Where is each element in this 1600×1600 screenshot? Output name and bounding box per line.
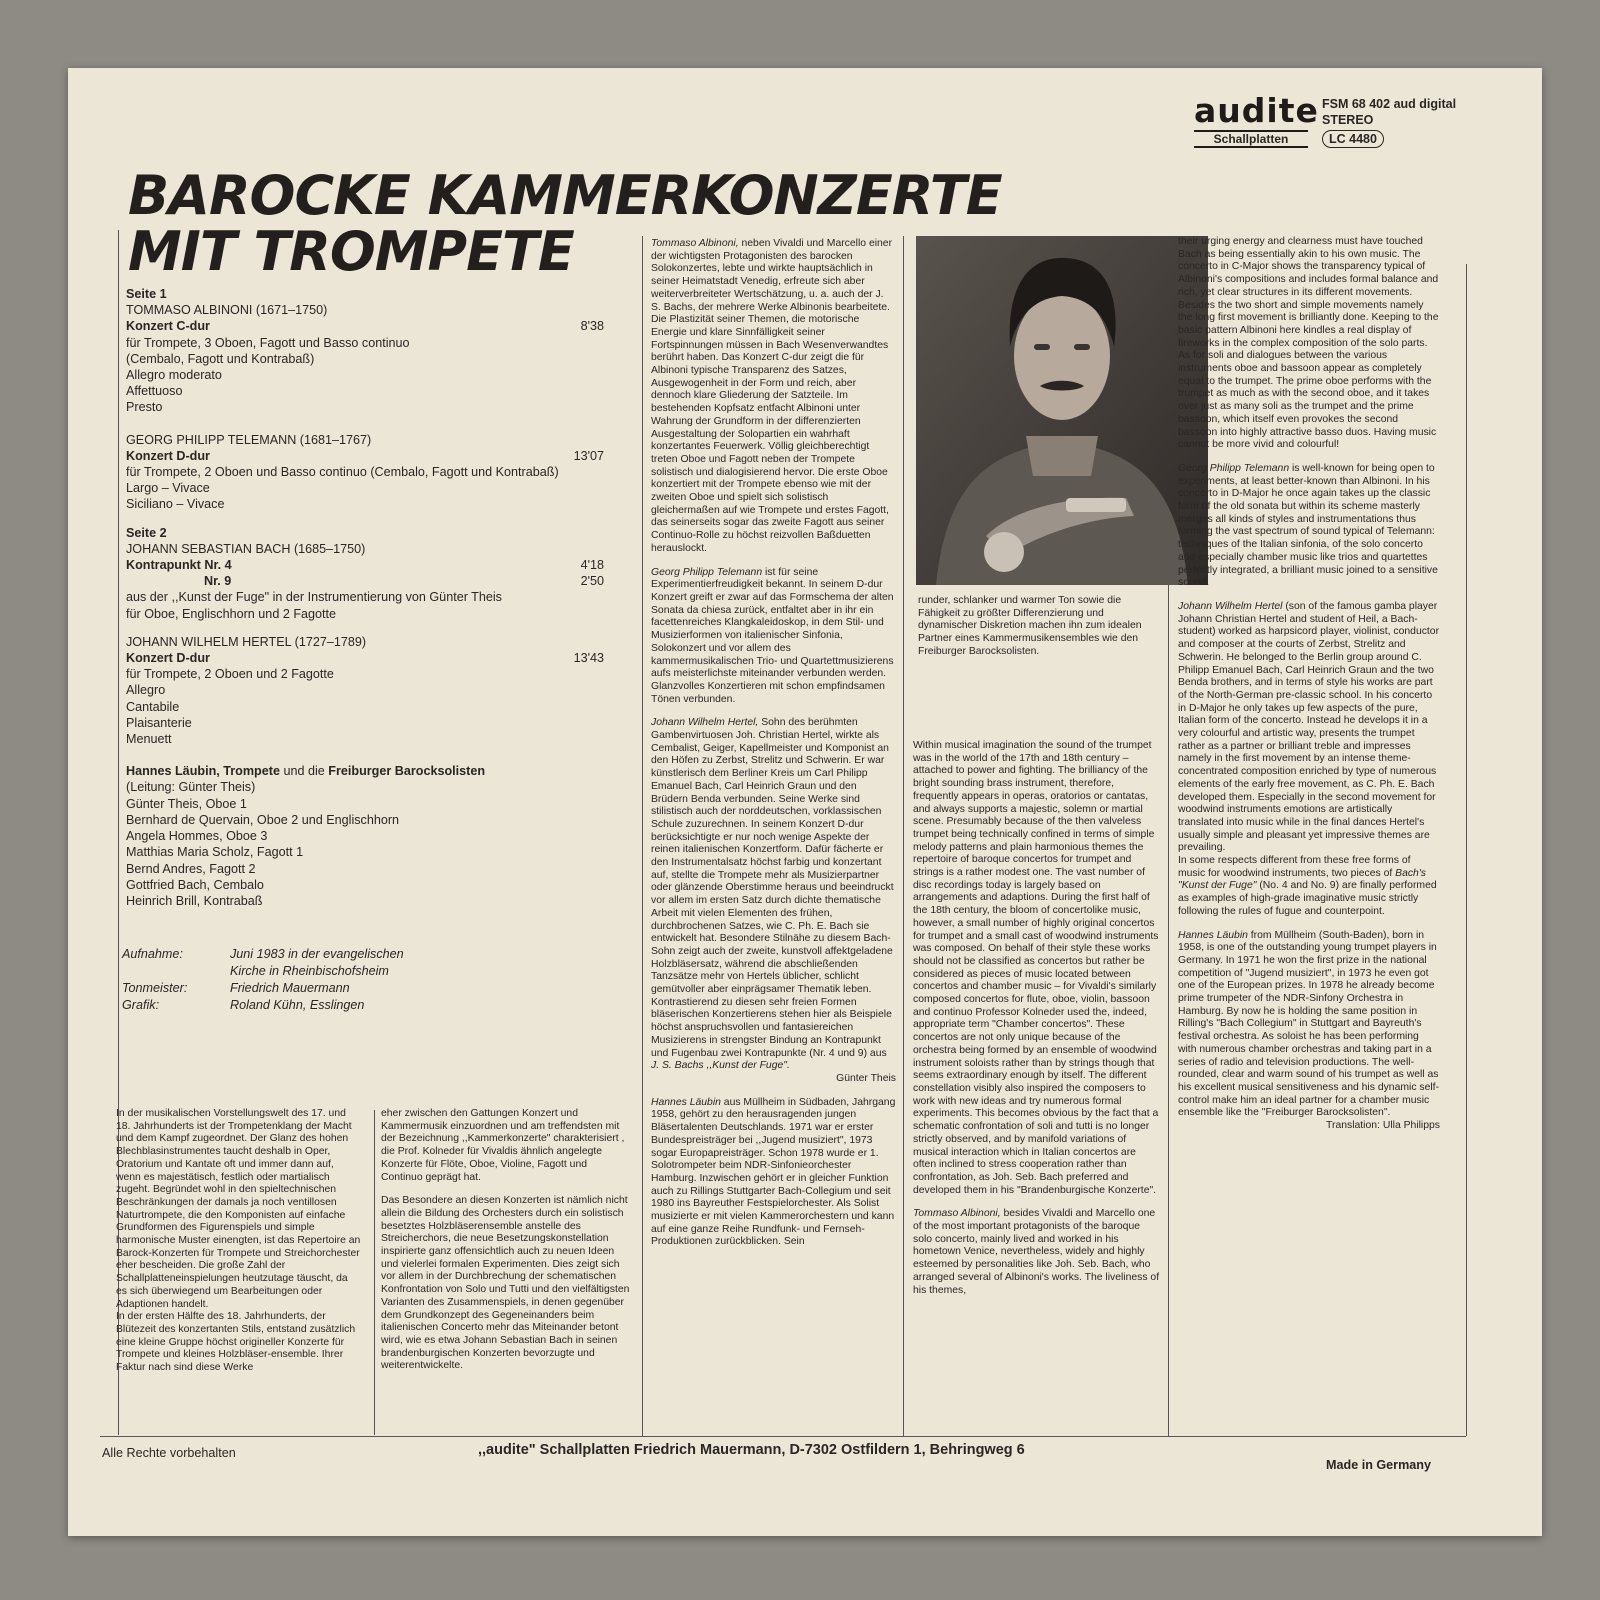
paragraph-albinoni-en: Tommaso Albinoni, besides Vivaldi and Marcello one of the most important protagonists of the baroque solo concerto, mainly lived and worked in his hometown Venice, nevertheless, widely and highly esteemed by personalities like Joh. Seb. Bach, who arranged several of Albinoni's works. The liveliness of his themes, bbox=[913, 1208, 1160, 1296]
credit-value: Kirche in Rheinbischofsheim bbox=[230, 964, 389, 978]
work-title: Konzert D-dur bbox=[126, 651, 210, 666]
rights-notice: Alle Rechte vorbehalten bbox=[102, 1446, 236, 1460]
scoring: für Trompete, 3 Oboen, Fagott und Basso continuo bbox=[126, 335, 410, 350]
name: Johann Wilhelm Hertel bbox=[1178, 600, 1283, 612]
soloist: Hannes Läubin, Trompete bbox=[126, 764, 280, 779]
composer-albinoni: TOMMASO ALBINONI (1671–1750) bbox=[126, 303, 328, 318]
liner-text-english-intro bbox=[913, 740, 1161, 1308]
movement: Menuett bbox=[126, 732, 172, 747]
liner-text-german-intro: In der musikalischen Vorstellungswelt des 17. und 18. Jahrhunderts ist der Trompetenklang der Macht und dem Kampf zugeordnet. Der Glanz des hohen Blechblasinstrumentes taucht deshalb in Oper, Oratorium und Kantate oft und immer dann auf, wenn es majestätisch, festlich oder martialisch zugeht. Begründet wohl in den spieltechnischen Beschränkungen der damals ja noch ventillosen Naturtrompete, die den Komponisten auf einfache Grundformen des Figurenspiels und simple harmonische Muster einengten, ist das Repertoire an Barock-Konzerten für Trompete und Streichorchester eher bescheiden. Die große Zahl der Schallplatteneinspielungen heutzutage täuscht, da es sich überwiegend um Bearbeitungen oder Adaptionen handelt. In der ersten Hälfte des 18. Jahrhunderts, der Blütezeit des konzertanten Stils, entstand zusätzlich eine kleine Gruppe höchst origineller Konzerte für Trompete und kleines Holzbläser-ensemble. Ihrer Faktur nach sind diese Werke bbox=[116, 1108, 361, 1374]
column-rule bbox=[1466, 264, 1467, 1436]
name: Hannes Läubin bbox=[651, 1096, 721, 1108]
name: Johann Wilhelm Hertel, bbox=[651, 717, 759, 729]
credit-value: Roland Kühn, Esslingen bbox=[230, 998, 365, 1012]
track-telemann bbox=[126, 448, 604, 464]
movement: Allegro bbox=[126, 683, 166, 698]
side-1-heading: Seite 1 bbox=[126, 287, 167, 301]
paragraph-bach-en: In some respects different from these free forms of music for woodwind instruments, two pieces of Bach's "Kunst der Fuge" (No. 4 and No. 9) are finally performed as examples of high-grade imaginative music strictly following the rules of fugue and counterpoint. bbox=[1178, 855, 1437, 917]
record-sleeve-back bbox=[68, 68, 1542, 1536]
performer-line: Heinrich Brill, Kontrabaß bbox=[126, 893, 263, 908]
side-2-heading: Seite 2 bbox=[126, 525, 167, 540]
movement: Presto bbox=[126, 400, 163, 415]
paragraph: Within musical imagination the sound of the trumpet was in the world of the 17th and 18th century – attached to power and fighting. The brilliancy of the bright sounding brass instrument, therefore, frequently appears in operas, oratorios or cantatas, and always supports a majestic, solemn or martial scene. Presumably because of the then valveless trumpet being technically confined in terms of simple melody patterns and plain harmonious themes the repertoire of baroque concertos for trumpet and strings is a rather modest one. The vast number of disc recordings today is largely based on arrangements and adaptions. During the first half of the 18th century, the bloom of concertolike music, however, a small number of highly original concertos for trumpet and a small cast of woodwind instruments was composed. On behalf of their style these works should not be classified as concertos but rather be considered as pieces of music located between concertos and chamber music – for Vivaldi's similarly composed concertos for flute, oboe, violin, bassoon and continuo Professor Kolneder used the, indeed, appropriate term "Chamber concertos". These concertos are not only unique because of the orchestra being formed by an ensemble of woodwind instrument soloists rather than by strings though that seems extraordinary enough by itself. The different constellation visibly also inspired the composers to work with new ideas and try numerous formal experiments. This becomes obvious by the fact that a schematic confrontation of soli and tutti is no longer strictly observed, and by manifold variations of musical interaction which in Italian concertos are often inclined to stress cooperation rather than confrontation, as Joh. Seb. Bach preferred and developed them in his "Brandenburgische Konzerte". bbox=[913, 740, 1159, 1196]
lc-label: LC bbox=[1329, 132, 1346, 146]
credit-value: Juni 1983 in der evangelischen bbox=[230, 947, 404, 961]
credit-label: Grafik: bbox=[122, 998, 160, 1012]
work-title: Konzert C-dur bbox=[126, 319, 210, 334]
photo-illustration bbox=[916, 236, 1208, 585]
track-duration: 13'43 bbox=[573, 651, 604, 666]
work-title: Konzert D-dur bbox=[126, 448, 210, 463]
paragraph: their urging energy and clearness must have touched Bach as being essentially akin to his own music. The concerto in C-Major shows the transparency typical of Albinoni's compositions and includes formal balance and rich, yet clear structures in its different movements. Besides the two short and simple movements namely the long first movement is brilliantly done. Keeping to the basic pattern Albinoni here kindles a real display of fireworks in the complex composition of the solo parts. As for soli and dialogues between the various instruments oboe and bassoon appear as completely equal to the trumpet. The prime oboe performs with the trumpet as much as with the second oboe, and it takes over just as many soli as the trumpet and the prime bassoon, which itself even provokes the second bassoon into highly attractive basso duos. Having music cannot be more vivid and colourful! bbox=[1178, 236, 1439, 451]
connector: und die bbox=[279, 764, 329, 779]
publisher-address: ,,audite" Schallplatten Friedrich Mauermann, D-7302 Ostfildern 1, Behringweg 6 bbox=[478, 1442, 1025, 1458]
translation-credit: Translation: Ulla Philipps bbox=[1326, 1120, 1440, 1132]
work-title: Nr. 9 bbox=[204, 574, 232, 589]
work-ref: J. S. Bachs ,,Kunst der Fuge". bbox=[651, 1060, 790, 1072]
paragraph-albinoni: Tommaso Albinoni, neben Vivaldi und Marcello einer der wichtigsten Protagonisten des barocken Solokonzertes, lebte und wirkte hauptsächlich in seiner Heimatstadt Venedig, erfreute sich aber weiterverbreiteter Wertschätzung, u. a. auch der J. S. Bachs, der mehrere Werke Albinonis bearbeitete. Die Plastizität seiner Themen, die motorische Energie und klare Sinnfälligkeit seiner Fortspinnungen müssen in Bach Wesenverwandtes berührt haben. Das Konzert C-dur zeigt die für Albinoni typische Transparenz des Satzes, Ausgewogenheit in der Form und reich, aber dennoch klare Gliederung der Satzteile. Im bestehenden Kopfsatz entfacht Albinoni unter Wahrung der Grundform in der differenzierten Ausgestaltung der Solopartien ein wahrhaft konzertantes Feuerwerk. Völlig gleichberechtigt treten Oboe und Fagott neben der Trompete solistisch und dialogisierend hervor. Die erste Oboe konzertiert mit der Trompete ebenso wie mit der zweiten Oboe und spielt sich solistisch gleichermaßen auf wie Trompete und erstes Fagott, das seinerseits sogar das zweite Fagott aus seiner Continuo-Rolle zu höchst reizvollen Baßduetten herauslockt. bbox=[651, 238, 893, 554]
paragraph-laeubin-en: Hannes Läubin from Müllheim (South-Baden), born in 1958, is one of the outstanding young trumpet players in Germany. In 1971 he won the first prize in the national competition of "Jugend musiziert", in 1973 he even got one of the European prizes. In 1978 he already become prime trumpeter of the NDR-Sinfony Orchestra in Hamburg. By now he is holding the same position in Rilling's "Bach Collegium" in Stuttgart and Bayreuth's festival orchestra. As soloist he has been performing with numerous chamber orchestras and taking part in a series of radio and television productions. The well-rounded, clear and warm sound of his trumpet as well as his excellent musical sensitiveness and his dynamic self-control make him an ideal partner for a chamber music ensemble like the "Freiburger Barocksolisten". bbox=[1178, 929, 1440, 1119]
scoring: (Cembalo, Fagott und Kontrabaß) bbox=[126, 351, 315, 366]
bach-note: aus der ,,Kunst der Fuge" in der Instrumentierung von Günter Theis bbox=[126, 590, 502, 605]
scoring: für Trompete, 2 Oboen und Basso continuo (Cembalo, Fagott und Kontrabaß) bbox=[126, 465, 559, 480]
paragraph-telemann-en: Georg Philipp Telemann is well-known for being open to experiments, at least better-known than Albinoni. In his concerto in D-Major he once again takes up the classic form of the old sonata but within its scheme masterly merges all kinds of styles and instrumentations thus forming the vast spectrum of sound typical of Telemann: techniques of the Italian sinfonia, of the solo concerto and especially chamber music like trios and quartettes perfectly integrated, a brilliant music joined to a sensitive sound. bbox=[1178, 462, 1438, 589]
movement: Cantabile bbox=[126, 699, 180, 714]
name: Tommaso Albinoni, bbox=[913, 1208, 1001, 1220]
footer-rule bbox=[100, 1436, 1466, 1437]
liner-text-english-works bbox=[1178, 236, 1440, 1133]
column-rule bbox=[903, 236, 904, 1436]
made-in-germany: Made in Germany bbox=[1326, 1458, 1431, 1472]
name: Tommaso Albinoni, bbox=[651, 238, 739, 249]
composer-hertel: JOHANN WILHELM HERTEL (1727–1789) bbox=[126, 634, 367, 649]
liner-text-german-works bbox=[651, 238, 896, 1260]
recording-credits bbox=[122, 946, 404, 1014]
track-bach-4 bbox=[126, 557, 604, 573]
paragraph-hertel-en: Johann Wilhelm Hertel (son of the famous gamba player Johann Christian Hertel and student of Heil, a Bach-student) worked as harpsicord player, violinist, conductor and composer at the courts of Zerbst, Strelitz and Schwerin. He belonged to the Berlin group around C. Philipp Emanuel Bach, Carl Heinrich Graun and the two Benda brothers, and in terms of style his works are part of the North-German pre-classic school. In his concerto in D-Major he only takes up few aspects of the pure, Italian form of the concerto. Instead he develops it in a very colourful and artistic way, presents the trumpet rather as a partner or brilliant treble and impresses namely in the first movement by an intense theme-concentrated composition enriched by type of numerous elements of the early free movement, as C. Ph. E. Bach developed them. Especially in the second movement for woodwind instruments emotions are artistically translated into music while in the final dances Hertel's usually simple and pleasant yet impressive themes are prevailing. bbox=[1178, 600, 1440, 854]
movement: Affettuoso bbox=[126, 384, 183, 399]
track-duration: 13'07 bbox=[573, 448, 604, 463]
trumpeter-photo bbox=[916, 236, 1208, 585]
scoring: für Trompete, 2 Oboen und 2 Fagotte bbox=[126, 667, 334, 682]
work-title: Kontrapunkt Nr. 4 bbox=[126, 558, 232, 573]
column-rule bbox=[642, 236, 643, 1436]
liner-text-german-laeubin-cont bbox=[918, 595, 1158, 670]
logo-subtitle: Schallplatten bbox=[1194, 130, 1308, 148]
program-listing bbox=[126, 286, 604, 909]
performer-line: Günter Theis, Oboe 1 bbox=[126, 796, 247, 811]
logo-word: audite bbox=[1194, 91, 1319, 130]
album-title-line2: MIT TROMPETE bbox=[128, 220, 574, 283]
composer-telemann: GEORG PHILIPP TELEMANN (1681–1767) bbox=[126, 432, 372, 447]
catalog-number: FSM 68 402 aud digital bbox=[1322, 97, 1457, 111]
credit-label: Aufnahme: bbox=[122, 947, 183, 961]
audite-logo bbox=[1194, 91, 1319, 152]
label-code bbox=[1322, 130, 1384, 148]
track-duration: 2'50 bbox=[580, 574, 604, 589]
bach-note: für Oboe, Englischhorn und 2 Fagotte bbox=[126, 606, 337, 621]
paragraph: runder, schlanker und warmer Ton sowie die Fähigkeit zu größter Differenzierung und dynamischer Diskretion machen ihn zum idealen Partner eines Kammermusikensembles wie den Freiburger Barocksolisten. bbox=[918, 595, 1142, 657]
performer-line: Angela Hommes, Oboe 3 bbox=[126, 829, 268, 844]
ensemble: Freiburger Barocksolisten bbox=[328, 764, 486, 779]
column-rule bbox=[374, 1110, 375, 1435]
track-duration: 8'38 bbox=[580, 319, 604, 334]
work-ref: Bach's "Kunst der Fuge" bbox=[1178, 867, 1427, 892]
lc-number: 4480 bbox=[1349, 132, 1377, 146]
performer-line: Gottfried Bach, Cembalo bbox=[126, 877, 264, 892]
paragraph-telemann: Georg Philipp Telemann ist für seine Experimentierfreudigkeit bekannt. In seinem D-dur Konzert greift er zwar auf das Formschema der alten Sonata da chiesa zurück, entfaltet aber in ihr ein facettenreiches Klangkaleidoskop, in dem Stil- und Musizierformen von italienischer Sinfonia, Solokonzert und vor allem des kammermusikalischen Trio- und Quartettmusizierens aufs meisterlichste miteinander verbunden werden. Glanzvolles Konzertieren mit schon empfindsamen Tönen verbunden. bbox=[651, 566, 894, 705]
performer-line: Bernd Andres, Fagott 2 bbox=[126, 861, 256, 876]
album-title-line1: BAROCKE KAMMERKONZERTE bbox=[128, 164, 1002, 227]
movement: Plaisanterie bbox=[126, 715, 192, 730]
signature: Günter Theis bbox=[836, 1073, 896, 1084]
credit-label: Tonmeister: bbox=[122, 981, 188, 995]
name: Hannes Läubin bbox=[1178, 929, 1248, 941]
movement: Largo – Vivace bbox=[126, 481, 210, 496]
movement: Siciliano – Vivace bbox=[126, 497, 225, 512]
track-duration: 4'18 bbox=[580, 558, 604, 573]
paragraph: eher zwischen den Gattungen Konzert und Kammermusik einzuordnen und am treffendsten mit der Bezeichnung ,,Kammerkonzerte" charakterisiert , die Prof. Kolneder für Vivaldis ähnlich angelegte Konzerte für Flöte, Oboe, Violine, Fagott und Continuo geprägt hat. bbox=[381, 1108, 625, 1183]
paragraph-hertel: Johann Wilhelm Hertel, Sohn des berühmten Gambenvirtuosen Joh. Christian Hertel, wirkte als Cembalist, Geiger, Kapellmeister und Komponist an den Höfen zu Zerbst, Strelitz und Schwerin. Er war künstlerisch dem Berliner Kreis um Carl Philipp Emanuel Bach, Carl Heinrich Graun und den Brüdern Benda verbunden. Seine Werke sind stilistisch auch der norddeutschen, vorklassischen Schule zuzurechnen. In seinem Konzert D-dur berücksichtigte er nur noch wenige Aspekte der reinen italienischen Konzertform. Dafür fächerte er den Instrumentalsatz höchst farbig und konzertant auf, stellte die Trompete mehr als Musizierpartner oder glänzende Oberstimme heraus und beeindruckt vor allem im ersten Satz durch dichte thematische Arbeit mit vielen Elementen des frühen, durchbrochenen Satzes, wie C. Ph. E. Bach sie entwickelt hat. Besondere Stilnähe zu diesem Bach-Sohn zeigt auch der zweite, kunstvoll affektgeladene Holzbläsersatz, während die abschließenden Tanzsätze mehr von Hertels üblicher, schlicht gemütvoller aber einprägsamer Thematik leben. Kontrastierend zu diesen sehr freien Formen bläserischen Konzertierens stehen hier als Beispiele höchst anspruchsvollen und fantasiereichen Musizierens in strengster Bindung an Kontrapunkt und Fugenbau zwei Kontrapunkte (Nr. 4 und 9) aus J. S. Bachs ,,Kunst der Fuge". bbox=[651, 717, 894, 1072]
movement: Allegro moderato bbox=[126, 368, 222, 383]
track-hertel bbox=[126, 650, 604, 666]
stereo-label: STEREO bbox=[1322, 113, 1374, 127]
track-bach-9 bbox=[126, 573, 604, 589]
track-albinoni bbox=[126, 318, 604, 334]
name: Georg Philipp Telemann bbox=[651, 566, 763, 578]
paragraph: Das Besondere an diesen Konzerten ist nämlich nicht allein die Bildung des Orchesters durch ein solistisch besetztes Holzbläserensemble anstelle des Streicherchors, die neue Besetzungskonstellation inspirierte ganz offensichtlich auch zu neuen Ideen und vielerlei formalen Experimenten. Dies zeigt sich vor allem in der Durchbrechung der schematischen Konfrontation von Solo und Tutti und den vielfältigsten Varianten des Zusammenspiels, in denen gegenüber dem Grundkonzept des Gegeneinanders beim italienischen Concerto mehr das Miteinander betont wird, wie es etwa Johann Sebastian Bach in seinen brandenburgischen Konzerten bevorzugte und weiterentwickelte. bbox=[381, 1195, 630, 1372]
performers-heading bbox=[126, 763, 604, 779]
performer-line: Bernhard de Quervain, Oboe 2 und Englischhorn bbox=[126, 812, 400, 827]
composer-bach: JOHANN SEBASTIAN BACH (1685–1750) bbox=[126, 541, 366, 556]
performer-line: Matthias Maria Scholz, Fagott 1 bbox=[126, 845, 304, 860]
paragraph-laeubin: Hannes Läubin aus Müllheim in Südbaden, Jahrgang 1958, gehört zu den herausragenden jungen Bläsertalenten Deutschlands. 1971 war er erster Bundespreisträger bei ,,Jugend musiziert", 1973 sogar Europapreisträger. Schon 1978 wurde er 1. Solotrompeter beim NDR-Sinfonieorchester Hamburg. Inzwischen gehört er in gleicher Funktion auch zu Rillings Stuttgarter Bach-Collegium und seit 1980 ins Bayreuther Festspielorchester. Als Solist musizierte er mit vielen Kammerorchestern und kann auf eine ganze Reihe Rundfunk- und Fernseh-Produktionen zurückblicken. Sein bbox=[651, 1096, 896, 1248]
catalog-info bbox=[1322, 96, 1456, 148]
name: Georg Philipp Telemann bbox=[1178, 462, 1290, 474]
credit-value: Friedrich Mauermann bbox=[230, 981, 350, 995]
performer-line: (Leitung: Günter Theis) bbox=[126, 780, 256, 795]
liner-text-german-intro-cont bbox=[381, 1108, 631, 1384]
